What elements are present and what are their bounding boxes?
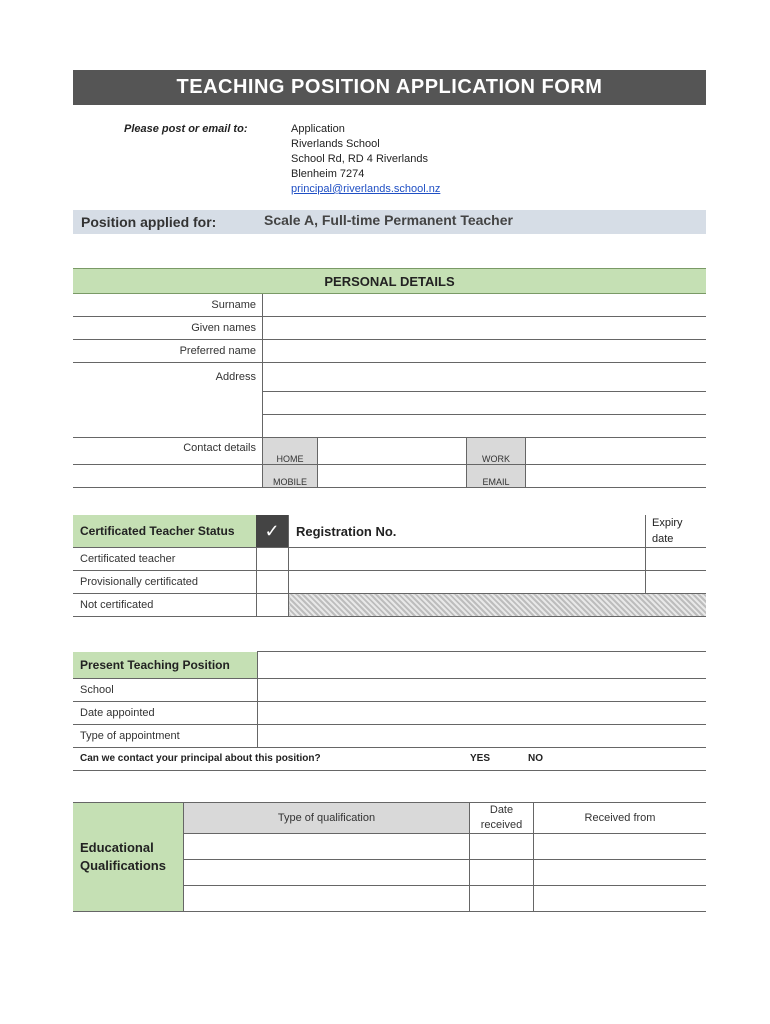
- address-line: School Rd, RD 4 Riverlands: [291, 153, 428, 165]
- home-phone-field[interactable]: [318, 437, 467, 464]
- preferred-name-label: Preferred name: [73, 340, 263, 363]
- work-phone-field[interactable]: [526, 437, 707, 464]
- cert-row-label: Certificated teacher: [73, 548, 256, 571]
- form-title: TEACHING POSITION APPLICATION FORM: [73, 70, 706, 105]
- surname-label: Surname: [73, 294, 263, 317]
- contact-label-spacer: [73, 464, 263, 487]
- present-position-field[interactable]: [258, 652, 707, 679]
- email-label: EMAIL: [467, 464, 526, 487]
- certification-table: [73, 515, 706, 617]
- position-value: Scale A, Full-time Permanent Teacher: [264, 212, 513, 228]
- address-field-1[interactable]: [263, 363, 707, 392]
- address-field-3[interactable]: [263, 414, 707, 437]
- address-label-spacer: [73, 414, 263, 437]
- present-position-header: Present Teaching Position: [73, 652, 258, 679]
- qualifications-table: [73, 802, 706, 912]
- registration-field[interactable]: [289, 548, 646, 571]
- provisional-expiry-field[interactable]: [646, 571, 707, 594]
- post-label: Please post or email to:: [124, 123, 248, 135]
- date-appointed-field[interactable]: [258, 701, 707, 724]
- qualification-from-field[interactable]: [534, 834, 707, 860]
- no-option[interactable]: NO: [528, 747, 706, 770]
- yes-option[interactable]: YES: [470, 747, 528, 770]
- address-line: Blenheim 7274: [291, 168, 365, 180]
- email-link[interactable]: principal@riverlands.school.nz: [291, 183, 441, 195]
- appointment-type-field[interactable]: [258, 724, 707, 747]
- qualification-date-field[interactable]: [470, 834, 534, 860]
- address-label: Address: [73, 363, 263, 392]
- address-field-2[interactable]: [263, 391, 707, 414]
- expiry-label: [646, 515, 707, 548]
- appointment-type-label: Type of appointment: [73, 724, 258, 747]
- not-certificated-checkbox[interactable]: [256, 594, 289, 617]
- position-label: Position applied for:: [81, 214, 217, 230]
- home-label: HOME: [263, 437, 318, 464]
- contact-principal-question: Can we contact your principal about this position?: [73, 747, 470, 770]
- date-appointed-label: Date appointed: [73, 701, 258, 724]
- surname-field[interactable]: [263, 294, 707, 317]
- mobile-label: MOBILE: [263, 464, 318, 487]
- address-label-spacer: [73, 391, 263, 414]
- mailing-address: [291, 122, 440, 197]
- expiry-field[interactable]: [646, 548, 707, 571]
- qualification-from-field[interactable]: [534, 860, 707, 886]
- date-header-line: received: [480, 819, 523, 831]
- certificated-checkbox[interactable]: [256, 548, 289, 571]
- provisional-checkbox[interactable]: [256, 571, 289, 594]
- hatched-cell: [289, 594, 707, 617]
- qualifications-header-line: Educational: [80, 840, 154, 855]
- personal-details-table: [73, 268, 706, 488]
- type-column-header: Type of qualification: [184, 803, 470, 834]
- email-field[interactable]: [526, 464, 707, 487]
- address-line: Riverlands School: [291, 138, 380, 150]
- qualification-type-field[interactable]: [184, 860, 470, 886]
- provisional-registration-field[interactable]: [289, 571, 646, 594]
- qualification-from-field[interactable]: [534, 886, 707, 912]
- qualification-date-field[interactable]: [470, 886, 534, 912]
- qualifications-header: [73, 803, 184, 912]
- cert-row-label: Not certificated: [73, 594, 256, 617]
- expiry-label-line: Expiry: [652, 517, 683, 529]
- present-position-table: [73, 651, 706, 771]
- given-names-field[interactable]: [263, 317, 707, 340]
- expiry-label-line: date: [652, 533, 674, 545]
- school-label: School: [73, 678, 258, 701]
- preferred-name-field[interactable]: [263, 340, 707, 363]
- school-field[interactable]: [258, 678, 707, 701]
- from-column-header: Received from: [534, 803, 707, 834]
- check-icon: ✓: [256, 515, 289, 548]
- registration-label: Registration No.: [289, 515, 646, 548]
- work-label: WORK: [467, 437, 526, 464]
- qualifications-header-line: Qualifications: [80, 858, 166, 873]
- personal-details-header: PERSONAL DETAILS: [73, 269, 706, 294]
- contact-details-label: Contact details: [73, 437, 263, 464]
- certification-header: Certificated Teacher Status: [73, 515, 256, 548]
- date-column-header: [470, 803, 534, 834]
- date-header-line: Date: [489, 804, 514, 816]
- given-names-label: Given names: [73, 317, 263, 340]
- address-line: Application: [291, 123, 345, 135]
- mobile-field[interactable]: [318, 464, 467, 487]
- qualification-type-field[interactable]: [184, 834, 470, 860]
- qualification-date-field[interactable]: [470, 860, 534, 886]
- qualification-type-field[interactable]: [184, 886, 470, 912]
- cert-row-label: Provisionally certificated: [73, 571, 256, 594]
